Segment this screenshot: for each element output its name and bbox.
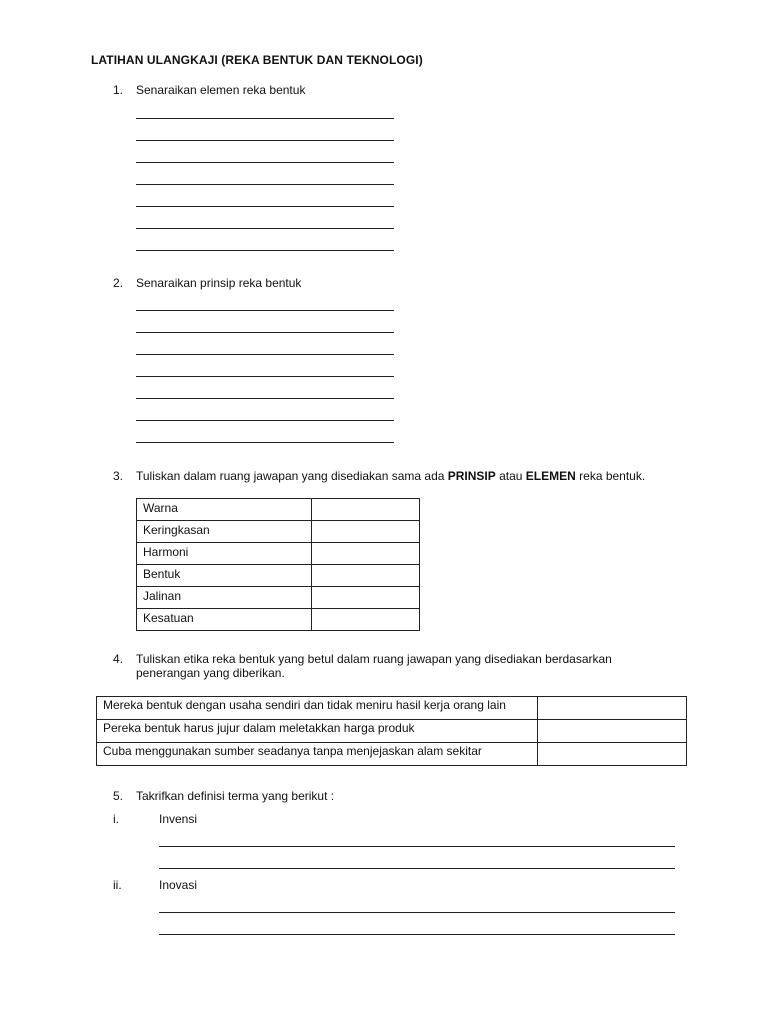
q3-answer-cell[interactable] [312, 565, 420, 587]
q3-answer-cell[interactable] [312, 521, 420, 543]
q4-text-line-2: penerangan yang diberikan. [136, 666, 285, 680]
q5-item-numeral: i. [113, 812, 119, 826]
q5-item-term-inovasi: Inovasi [159, 878, 198, 892]
q4-description-cell: Mereka bentuk dengan usaha sendiri dan tidak meniru hasil kerja orang lain [97, 697, 538, 720]
question-2-text: Senaraikan prinsip reka bentuk [136, 276, 302, 290]
q4-description-cell: Cuba menggunakan sumber seadanya tanpa menjejaskan alam sekitar [97, 743, 538, 766]
q3-text-mid: atau [495, 469, 526, 483]
q4-answer-cell[interactable] [538, 720, 687, 743]
q3-bold-elemen: ELEMEN [525, 469, 576, 483]
q3-answer-cell[interactable] [312, 587, 420, 609]
q3-term-cell: Harmoni [137, 543, 312, 565]
q1-answer-line[interactable] [136, 118, 394, 119]
q1-answer-line[interactable] [136, 184, 394, 185]
page-title: LATIHAN ULANGKAJI (REKA BENTUK DAN TEKNOLOGI) [91, 53, 423, 67]
q3-answer-cell[interactable] [312, 609, 420, 631]
q1-answer-line[interactable] [136, 206, 394, 207]
q2-answer-line[interactable] [136, 332, 394, 333]
q5-invensi-answer-line[interactable] [159, 868, 675, 869]
q5-inovasi-answer-line[interactable] [159, 912, 675, 913]
q3-answer-cell[interactable] [312, 543, 420, 565]
q2-answer-line[interactable] [136, 398, 394, 399]
q2-answer-line[interactable] [136, 376, 394, 377]
q3-text-before: Tuliskan dalam ruang jawapan yang disediakan sama ada [136, 469, 448, 483]
table-row [97, 743, 687, 766]
question-1-number: 1. [113, 83, 124, 97]
q3-bold-prinsip: PRINSIP [447, 469, 496, 483]
q2-answer-line[interactable] [136, 442, 394, 443]
table-row [137, 521, 420, 543]
q1-answer-line[interactable] [136, 228, 394, 229]
q3-term-cell: Warna [137, 499, 312, 521]
question-3-number: 3. [113, 469, 124, 483]
q4-description-cell: Pereka bentuk harus jujur dalam meletakkan harga produk [97, 720, 538, 743]
q3-answer-cell[interactable] [312, 499, 420, 521]
question-3-text [136, 469, 645, 483]
table-row [137, 565, 420, 587]
table-row [137, 609, 420, 631]
q4-text-line-1: Tuliskan etika reka bentuk yang betul dalam ruang jawapan yang disediakan berdasarkan [136, 652, 612, 666]
question-1-text: Senaraikan elemen reka bentuk [136, 83, 306, 97]
q5-inovasi-answer-line[interactable] [159, 934, 675, 935]
question-4-text [136, 652, 612, 680]
q3-text-after: reka bentuk. [575, 469, 646, 483]
q1-answer-line[interactable] [136, 162, 394, 163]
q4-answer-cell[interactable] [538, 697, 687, 720]
q2-answer-line[interactable] [136, 354, 394, 355]
q3-term-cell: Bentuk [137, 565, 312, 587]
q3-table [136, 498, 420, 631]
q4-table [96, 696, 687, 766]
q2-answer-line[interactable] [136, 310, 394, 311]
question-4-number: 4. [113, 652, 124, 666]
q5-invensi-answer-line[interactable] [159, 846, 675, 847]
question-5-number: 5. [113, 789, 124, 803]
table-row [137, 587, 420, 609]
table-row [137, 499, 420, 521]
question-5-text: Takrifkan definisi terma yang berikut : [136, 789, 335, 803]
q1-answer-line[interactable] [136, 250, 394, 251]
q3-term-cell: Kesatuan [137, 609, 312, 631]
table-row [97, 720, 687, 743]
q2-answer-line[interactable] [136, 420, 394, 421]
table-row [137, 543, 420, 565]
q5-item-numeral: ii. [113, 878, 122, 892]
q1-answer-line[interactable] [136, 140, 394, 141]
q4-answer-cell[interactable] [538, 743, 687, 766]
q3-term-cell: Keringkasan [137, 521, 312, 543]
q5-item-term-invensi: Invensi [159, 812, 198, 826]
question-2-number: 2. [113, 276, 124, 290]
table-row [97, 697, 687, 720]
q3-term-cell: Jalinan [137, 587, 312, 609]
